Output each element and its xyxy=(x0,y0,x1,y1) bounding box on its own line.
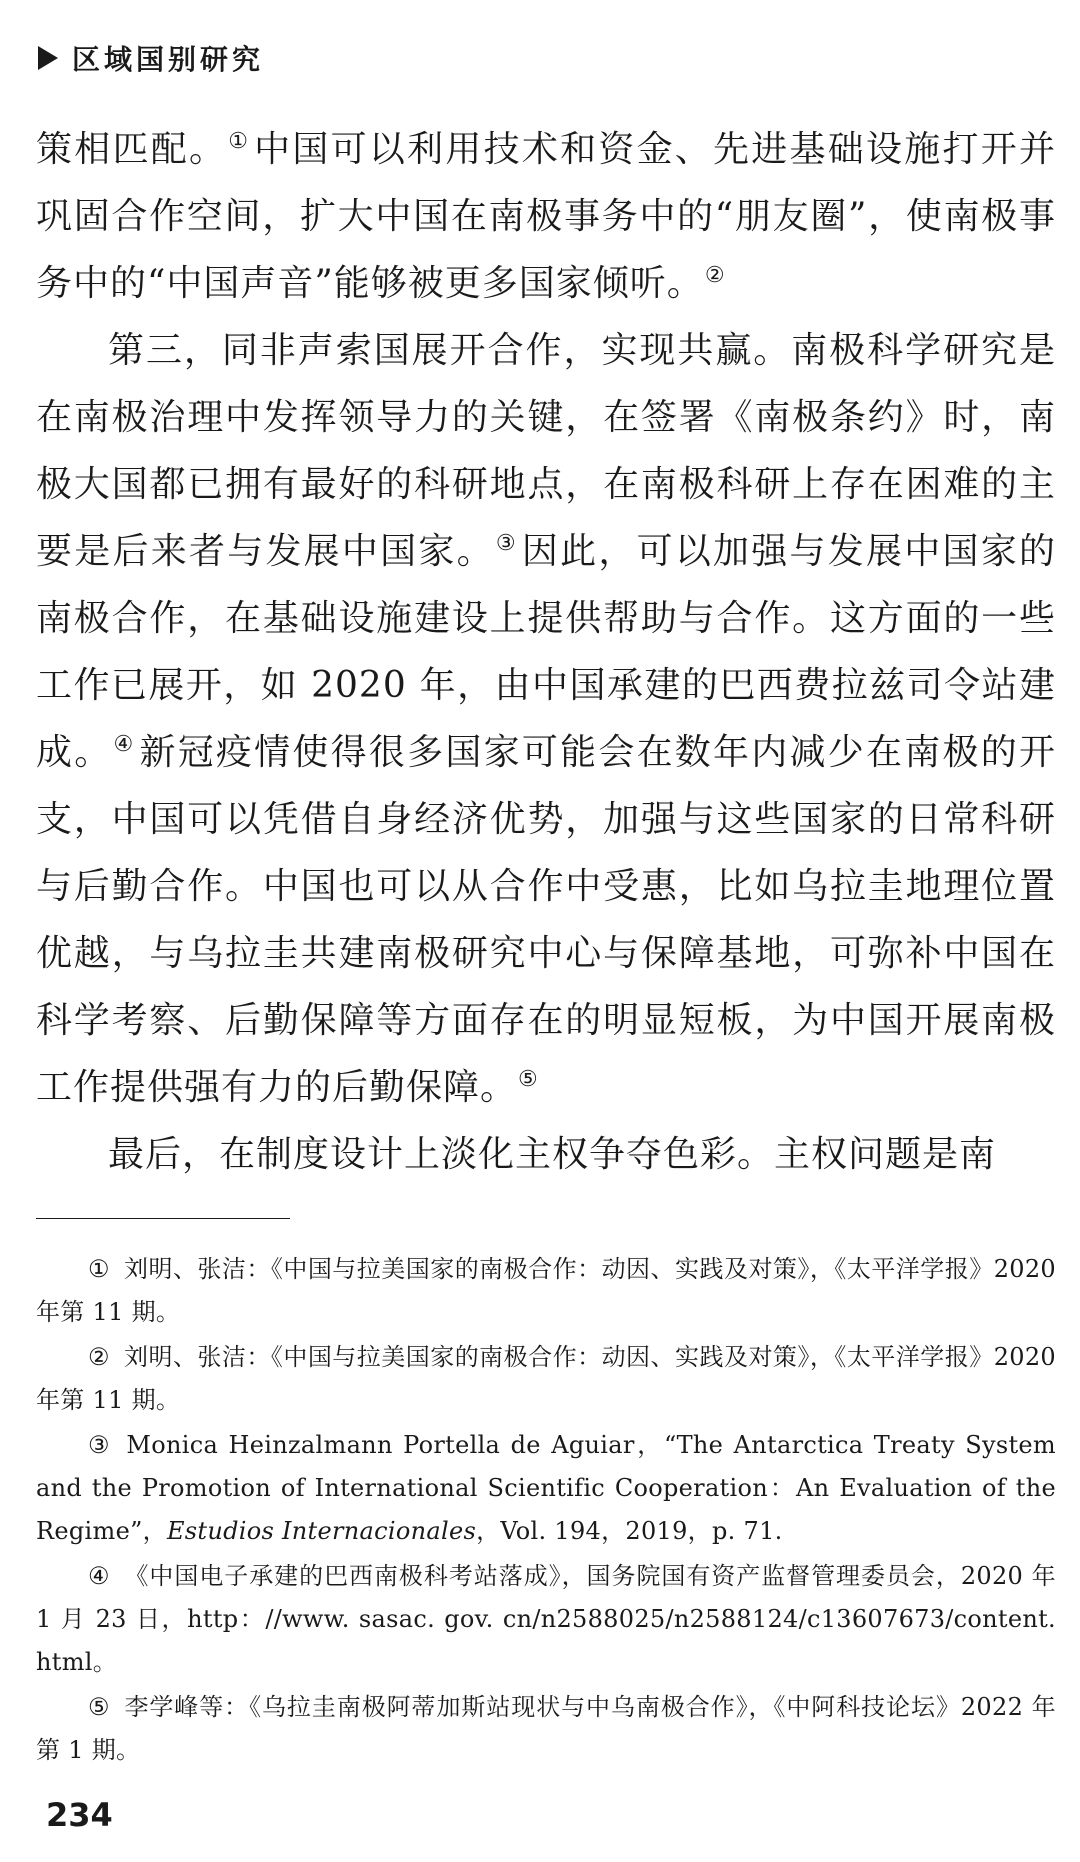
footnote-3 xyxy=(36,1424,1056,1553)
right-triangle-icon xyxy=(38,46,58,70)
footnote-text-1: 刘明、张洁：《中国与拉美国家的南极合作：动因、实践及对策》，《太平洋学报》2020 年第 11 期。 xyxy=(36,1255,1056,1326)
footnote-5 xyxy=(36,1686,1056,1772)
footnote-ref-4[interactable]: ④ xyxy=(113,732,136,757)
footnote-ref-2[interactable]: ② xyxy=(704,263,726,288)
footnote-text-3-before: Monica Heinzalmann Portella de Aguiar，“The Antarctica Treaty System and the Promotion of International Scientific Cooperation：An Evaluation of the Regime”， xyxy=(36,1431,1056,1545)
footnote-text-4[interactable]: 《中国电子承建的巴西南极科考站落成》，国务院国有资产监督管理委员会，2020 年 1 月 23 日，http：//www. sasac. gov. cn/n2588025/n2588124/c13607673/content. html。 xyxy=(36,1562,1056,1676)
footnote-ref-3[interactable]: ③ xyxy=(495,531,518,556)
footnote-4 xyxy=(36,1555,1056,1684)
footnote-text-3-after: ，Vol. 194，2019，p. 71. xyxy=(476,1517,783,1545)
body-text xyxy=(36,116,1056,1188)
footnote-marker-5: ⑤ xyxy=(88,1693,111,1721)
footnote-2 xyxy=(36,1336,1056,1422)
paragraph-1-text-2: 中国可以利用技术和资金、先进基础设施打开并巩固合作空间，扩大中国在南极事务中的“朋友圈”，使南极事务中的“中国声音”能够被更多国家倾听。 xyxy=(36,129,1056,304)
paragraph-2-text-1: 第三，同非声索国展开合作，实现共赢。南极科学研究是在南极治理中发挥领导力的关键，在签署《南极条约》时，南极大国都已拥有最好的科研地点，在南极科研上存在困难的主要是后来者与发展中国家。 xyxy=(36,330,1056,572)
footnote-ref-1[interactable]: ① xyxy=(228,129,251,154)
paragraph-1 xyxy=(36,116,1056,317)
paragraph-2-text-2: 因此，可以加强与发展中国家的南极合作，在基础设施建设上提供帮助与合作。这方面的一些工作已展开，如 2020 年，由中国承建的巴西费拉兹司令站建成。 xyxy=(36,531,1056,773)
paragraph-3-text: 最后，在制度设计上淡化主权争夺色彩。主权问题是南 xyxy=(108,1134,997,1175)
footnote-marker-3: ③ xyxy=(88,1431,113,1459)
footnote-marker-2: ② xyxy=(88,1343,110,1371)
footnote-divider xyxy=(36,1218,290,1219)
paragraph-2-text-3: 新冠疫情使得很多国家可能会在数年内减少在南极的开支，中国可以凭借自身经济优势，加强与这些国家的日常科研与后勤合作。中国也可以从合作中受惠，比如乌拉圭地理位置优越，与乌拉圭共建南极研究中心与保障基地，可弥补中国在科学考察、后勤保障等方面存在的明显短板，为中国开展南极工作提供强有力的后勤保障。 xyxy=(36,732,1056,1108)
footnote-1 xyxy=(36,1248,1056,1334)
footnote-marker-4: ④ xyxy=(88,1562,111,1590)
paragraph-2 xyxy=(36,317,1056,1121)
paragraph-1-text-1: 策相匹配。 xyxy=(36,129,228,170)
footnote-ref-5[interactable]: ⑤ xyxy=(518,1067,539,1092)
footnote-text-5: 李学峰等：《乌拉圭南极阿蒂加斯站现状与中乌南极合作》，《中阿科技论坛》2022 年第 1 期。 xyxy=(36,1693,1056,1764)
page-number: 234 xyxy=(46,1796,113,1834)
running-header xyxy=(38,38,264,78)
footnotes xyxy=(36,1248,1056,1774)
footnote-marker-1: ① xyxy=(88,1255,110,1283)
footnote-text-2: 刘明、张洁：《中国与拉美国家的南极合作：动因、实践及对策》，《太平洋学报》2020 年第 11 期。 xyxy=(36,1343,1056,1414)
paragraph-3 xyxy=(36,1121,1056,1188)
footnote-journal-title: Estudios Internacionales xyxy=(166,1517,477,1545)
section-title: 区域国别研究 xyxy=(72,43,265,76)
